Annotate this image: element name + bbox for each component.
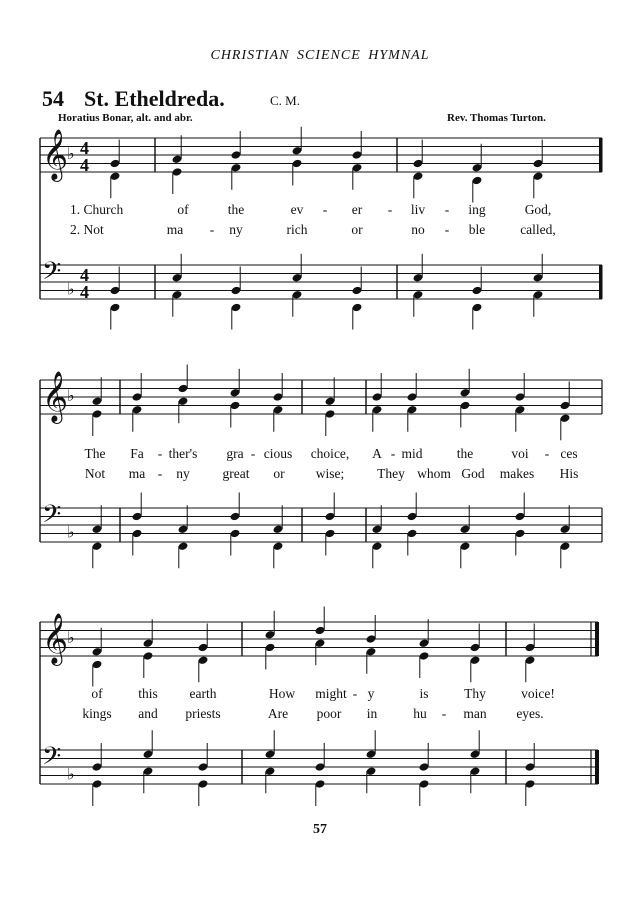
lyric-syllable: ma <box>128 466 146 481</box>
lyric-syllable: - <box>157 466 163 481</box>
lyric-syllable: His <box>559 466 579 481</box>
lyric-syllable: priests <box>185 706 221 721</box>
lyric-syllable: - <box>352 686 358 701</box>
flat-icon: ♭ <box>67 279 75 299</box>
flat-icon: ♭ <box>67 144 75 163</box>
lyric-syllable: Are <box>267 706 289 721</box>
lyric-syllable: and <box>138 706 158 721</box>
lyric-syllable: wise; <box>315 466 345 481</box>
lyric-syllable: the <box>456 446 474 461</box>
lyric-syllable: choice, <box>310 446 350 461</box>
lyric-syllable: no <box>411 222 425 237</box>
lyric-syllable: kings <box>82 706 112 721</box>
treble-clef-icon: 𝄞 <box>42 613 69 664</box>
lyric-syllable: - <box>441 706 447 721</box>
lyric-syllable: ing <box>468 202 486 217</box>
lyric-syllable: - <box>444 222 450 237</box>
time-signature-digit: 4 <box>80 138 89 158</box>
lyric-syllable: - <box>444 202 450 217</box>
lyric-syllable: 2. Not <box>70 222 104 237</box>
lyric-syllable: - <box>322 202 328 217</box>
lyric-syllable: ther's <box>168 446 198 461</box>
lyric-syllable: ny <box>176 466 190 481</box>
flat-icon: ♭ <box>67 522 75 542</box>
lyric-syllable: voi <box>511 446 529 461</box>
lyric-syllable: of <box>91 686 103 701</box>
lyric-syllable: y <box>367 686 375 701</box>
flat-icon: ♭ <box>67 628 75 647</box>
lyric-syllable: Not <box>84 466 106 481</box>
treble-clef-icon: 𝄞 <box>42 371 69 422</box>
lyric-syllable: - <box>387 202 393 217</box>
final-barline <box>599 138 603 172</box>
lyric-syllable: Thy <box>464 686 486 701</box>
lyric-syllable: voice! <box>521 686 555 701</box>
lyric-syllable: God, <box>524 202 552 217</box>
lyric-syllable: - <box>390 446 396 461</box>
lyric-syllable: poor <box>316 706 342 721</box>
flat-icon: ♭ <box>67 386 75 405</box>
lyric-syllable: this <box>138 686 158 701</box>
music-author: Rev. Thomas Turton. <box>447 112 546 124</box>
lyric-syllable: is <box>419 686 429 701</box>
lyric-syllable: great <box>222 466 250 481</box>
lyric-syllable: of <box>177 202 189 217</box>
running-head: CHRISTIAN SCIENCE HYMNAL <box>210 48 430 63</box>
final-barline <box>595 622 599 656</box>
lyric-syllable: might <box>315 686 347 701</box>
lyric-syllable: whom <box>417 466 451 481</box>
lyric-syllable: er <box>351 202 363 217</box>
tune-name: St. Etheldreda. <box>84 86 225 111</box>
lyric-syllable: or <box>351 222 363 237</box>
lyric-syllable: cious <box>263 446 293 461</box>
lyric-syllable: ev <box>290 202 304 217</box>
lyric-syllable: earth <box>189 686 217 701</box>
hymn-number: 54 <box>42 86 64 111</box>
lyric-syllable: the <box>227 202 245 217</box>
lyric-syllable: ny <box>229 222 243 237</box>
lyric-syllable: or <box>273 466 285 481</box>
lyric-syllable: - <box>544 446 550 461</box>
lyric-syllable: man <box>463 706 487 721</box>
lyric-syllable: ma <box>166 222 184 237</box>
lyric-syllable: They <box>377 466 405 481</box>
lyric-syllable: - <box>209 222 215 237</box>
lyric-syllable: gra <box>226 446 244 461</box>
lyric-syllable: Fa <box>130 446 144 461</box>
final-barline <box>595 750 599 784</box>
lyric-syllable: mid <box>401 446 423 461</box>
lyric-syllable: called, <box>520 222 556 237</box>
lyric-syllable: eyes. <box>516 706 544 721</box>
lyric-syllable: ble <box>468 222 486 237</box>
lyric-syllable: makes <box>499 466 535 481</box>
meter: C. M. <box>270 93 300 108</box>
lyric-syllable: - <box>250 446 256 461</box>
bass-clef-icon: 𝄢 <box>42 257 62 292</box>
lyric-syllable: hu <box>413 706 427 721</box>
lyric-syllable: A <box>372 446 382 461</box>
final-barline <box>599 265 603 299</box>
page-number: 57 <box>313 822 327 837</box>
lyric-syllable: liv <box>410 202 426 217</box>
treble-clef-icon: 𝄞 <box>42 129 69 180</box>
lyric-syllable: ces <box>560 446 578 461</box>
words-author: Horatius Bonar, alt. and abr. <box>58 112 193 124</box>
lyric-syllable: in <box>366 706 378 721</box>
bass-clef-icon: 𝄢 <box>42 742 62 777</box>
bass-clef-icon: 𝄢 <box>42 500 62 535</box>
lyric-syllable: The <box>84 446 106 461</box>
lyric-syllable: God <box>461 466 485 481</box>
lyric-syllable: - <box>157 446 163 461</box>
flat-icon: ♭ <box>67 764 75 784</box>
time-signature-digit: 4 <box>80 265 89 285</box>
lyric-syllable: How <box>268 686 296 701</box>
lyric-syllable: rich <box>286 222 308 237</box>
lyric-syllable: 1. Church <box>70 202 124 217</box>
time-signature-digit: 4 <box>80 282 89 302</box>
time-signature-digit: 4 <box>80 155 89 175</box>
